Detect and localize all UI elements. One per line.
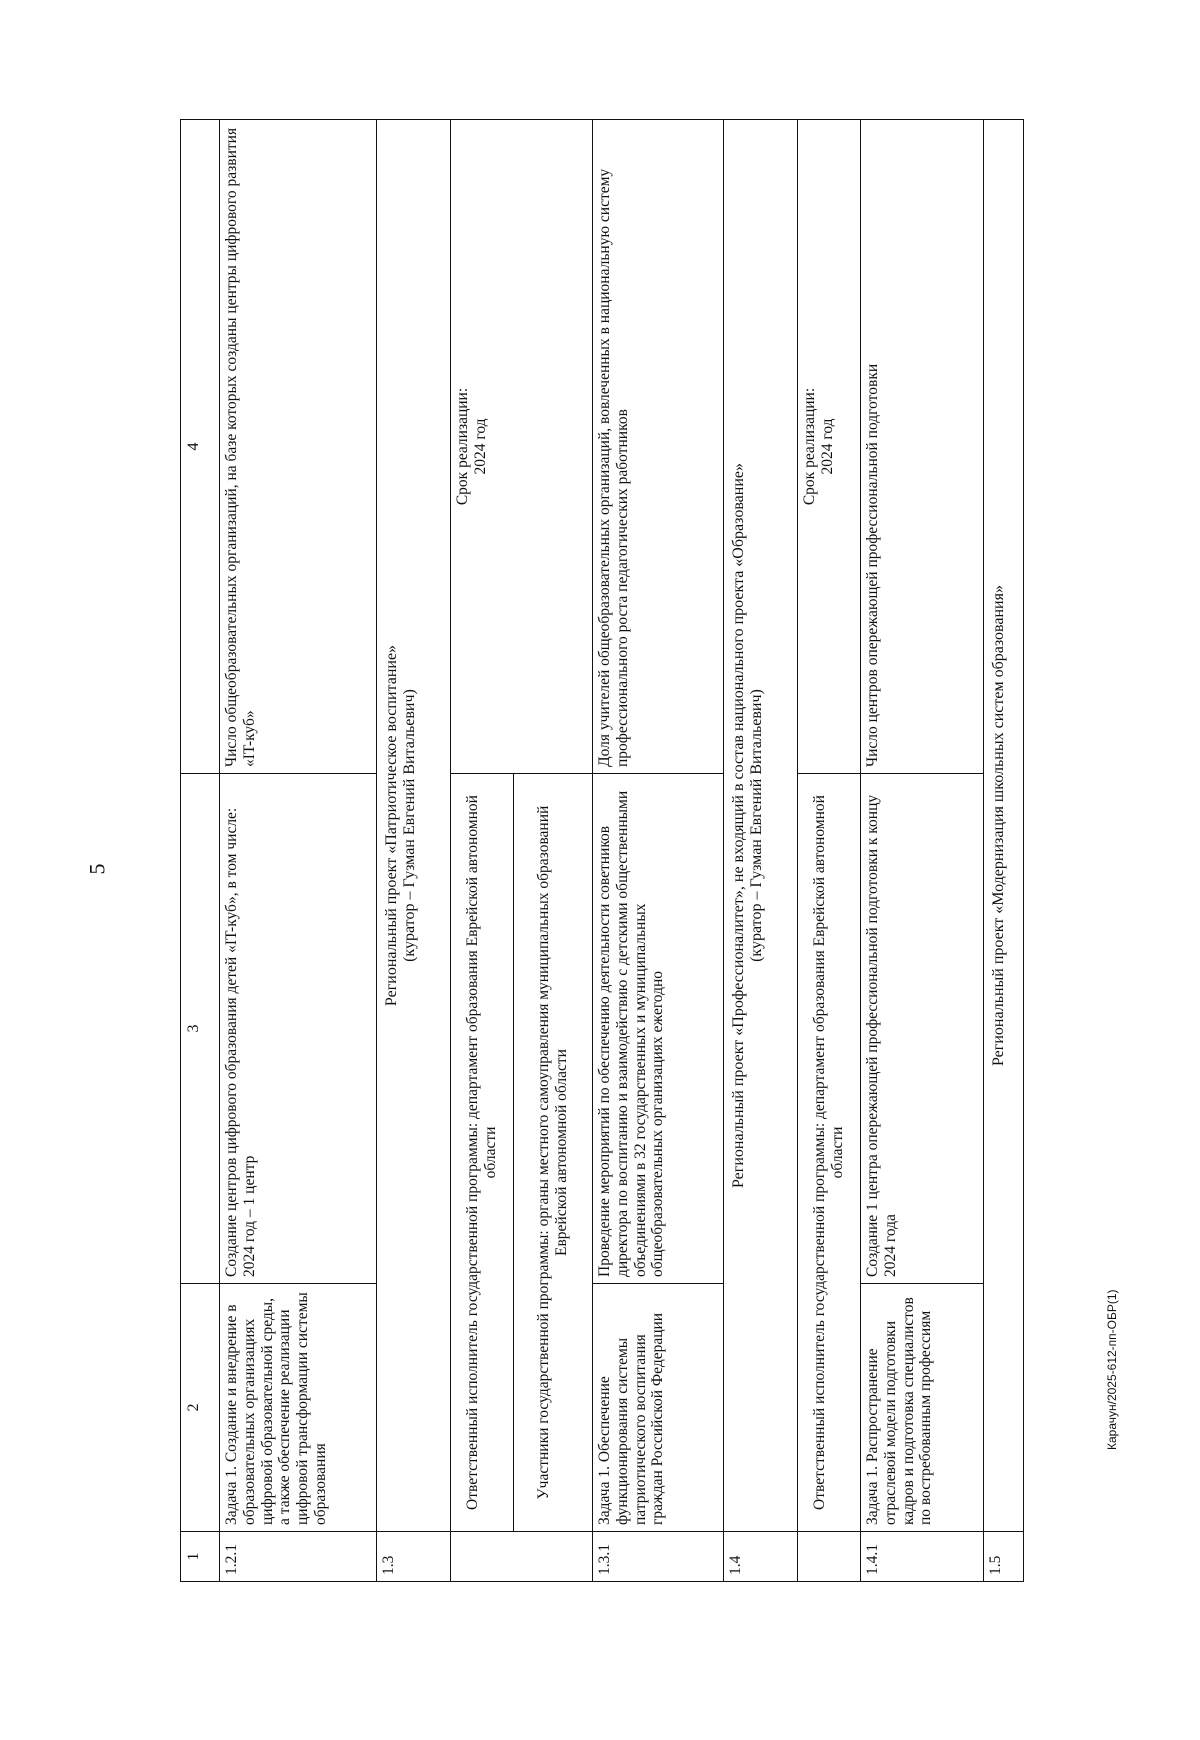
page-number: 5 (84, 863, 110, 875)
term-label: Срок реализации: (454, 387, 471, 506)
header-col-4: 4 (181, 120, 220, 774)
program-participants: Участники государственной программы: органы местного самоуправления муниципальных образований Еврейской автономной области (514, 774, 593, 1532)
term-cell (798, 120, 861, 774)
task-cell: Задача 1. Распространение отраслевой модели подготовки кадров и подготовка специалистов по востребованным профессиям (861, 1284, 984, 1532)
term-cell (451, 120, 593, 774)
project-curator: (куратор – Гузман Евгений Витальевич) (401, 689, 419, 962)
empty-cell (451, 1532, 593, 1582)
indicator-cell: Число общеобразовательных организаций, на базе которых созданы центры цифрового развития «IT-куб» (220, 120, 377, 774)
program-table (180, 119, 1024, 1582)
responsible-executor: Ответственный исполнитель государственной программы: департамент образования Еврейской автономной области (798, 774, 861, 1532)
result-cell: Создание 1 центра опережающей профессиональной подготовки к концу 2024 года (861, 774, 984, 1284)
project-title: Региональный проект «Модернизация школьных систем образования» (984, 120, 1024, 1532)
result-cell: Проведение мероприятий по обеспечению деятельности советников директора по воспитанию и взаимодействию с детскими общественными объединениями в 32 государственных и муниципальных общеобразовательных организациях ежегодно (593, 774, 724, 1284)
term-value: 2024 год (471, 418, 489, 475)
header-col-3: 3 (181, 774, 220, 1284)
project-row (724, 120, 798, 1582)
row-number: 1.3.1 (593, 1532, 724, 1582)
result-cell (220, 774, 377, 1284)
task-cell: Задача 1. Обеспечение функционирования системы патриотического воспитания граждан Российской Федерации (593, 1284, 724, 1532)
project-row (984, 120, 1024, 1582)
table-row (593, 120, 724, 1582)
project-title (724, 120, 798, 1532)
row-number: 1.5 (984, 1532, 1024, 1582)
project-title (377, 120, 451, 1532)
header-col-2: 2 (181, 1284, 220, 1532)
result-line: Создание центров цифрового образования детей «IT-куб», в том числе: (223, 807, 240, 1277)
project-name: Региональный проект «Профессионалитет», не входящий в состав национального проекта «Образование» (730, 463, 747, 1189)
row-number: 1.3 (377, 1532, 451, 1582)
table-header-row (181, 120, 220, 1582)
indicator-cell: Доля учителей общеобразовательных организаций, вовлеченных в национальную систему профессионального роста педагогических работников (593, 120, 724, 774)
row-number: 1.2.1 (220, 1532, 377, 1582)
row-number: 1.4.1 (861, 1532, 984, 1582)
empty-cell (798, 1532, 861, 1582)
term-label: Срок реализации: (801, 387, 818, 506)
table-row (451, 120, 514, 1582)
program-table-container (180, 120, 1080, 1582)
result-line: 2024 год – 1 центр (240, 1155, 258, 1277)
row-number: 1.4 (724, 1532, 798, 1582)
responsible-executor: Ответственный исполнитель государственной программы: департамент образования Еврейской автономной области (451, 774, 514, 1532)
project-curator: (куратор – Гузман Евгений Витальевич) (748, 689, 766, 962)
project-row (377, 120, 451, 1582)
document-code: Карачун/2025-612-пп-ОБР(1) (1105, 1289, 1119, 1450)
project-name: Региональный проект «Патриотическое воспитание» (383, 644, 400, 1007)
task-cell: Задача 1. Создание и внедрение в образовательных организациях цифровой образовательной среды, а также обеспечение реализации цифровой трансформации системы образования (220, 1284, 377, 1532)
header-col-1: 1 (181, 1532, 220, 1582)
table-row (861, 120, 984, 1582)
indicator-cell: Число центров опережающей профессиональной подготовки (861, 120, 984, 774)
table-row (798, 120, 861, 1582)
table-row (220, 120, 377, 1582)
term-value: 2024 год (818, 418, 836, 475)
